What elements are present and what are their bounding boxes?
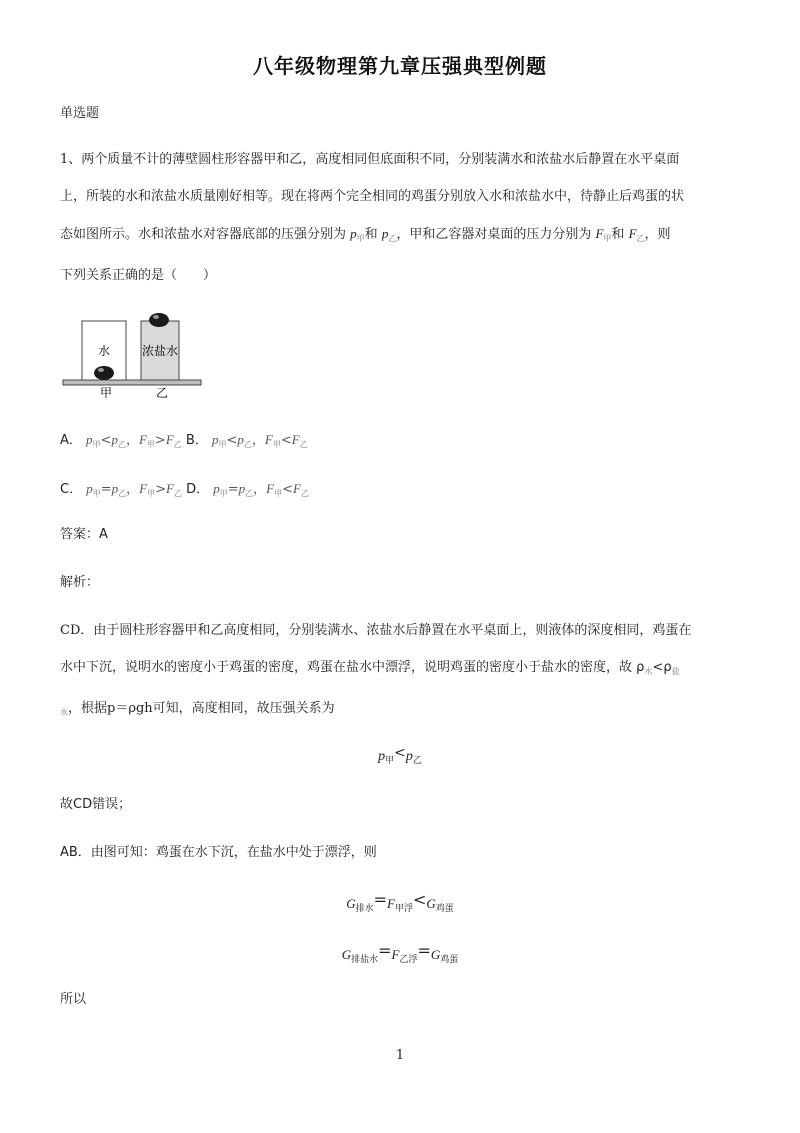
option-c: $p_甲=p_乙$，$F_甲>F_乙$ — [86, 481, 182, 498]
option-b: $p_甲<p_乙$，$F_甲<F_乙$ — [211, 432, 308, 449]
egg-sunk-highlight — [98, 368, 104, 372]
option-b-label: B． — [185, 433, 208, 448]
water-label: 水 — [97, 344, 111, 358]
symbol-F-yi: $F_乙$ — [628, 226, 645, 243]
question-line-4: 下列关系正确的是（ ） — [60, 268, 217, 283]
question-line-3: 态如图所示。水和浓盐水对容器底部的压强分别为 $p_甲$和 $p_乙$，甲和乙容器对桌面的压力分别为 $F_甲$和 $F_乙$，则 — [60, 226, 671, 243]
egg-floating-highlight — [153, 315, 159, 319]
analysis-heading: 解析： — [60, 575, 100, 590]
rho-brine: $\rho_盐$ — [663, 660, 680, 676]
page-title: 八年级物理第九章压强典型例题 — [253, 54, 547, 78]
jia-label: 甲 — [99, 386, 113, 400]
options-row-1 — [60, 430, 308, 455]
option-a-label: A． — [60, 433, 82, 448]
option-c-label: C． — [60, 482, 83, 497]
egg-sunk — [94, 366, 114, 380]
formula-brine-egg: $G_{排盐水}=F_{乙浮}=G_{鸡蛋}$ — [341, 941, 459, 964]
containers-figure — [60, 308, 210, 400]
section-heading: 单选题 — [60, 106, 100, 121]
analysis-cd-line-2: 水中下沉，说明水的密度小于鸡蛋的密度，鸡蛋在盐水中漂浮，说明鸡蛋的密度小于盐水的密度，故 $\rho_水<\rho_盐$ — [60, 660, 680, 676]
option-d: $p_甲=p_乙$，$F_甲<F_乙$ — [213, 481, 309, 498]
formula-water-egg: $G_{排水}=F_{甲浮}<G_{鸡蛋}$ — [346, 890, 454, 913]
egg-floating — [149, 313, 169, 327]
question-number: 1、 — [60, 152, 82, 167]
page-number: 1 — [395, 1048, 405, 1063]
rho-water: $\rho_水$ — [636, 660, 653, 676]
symbol-p-yi: $p_乙$ — [381, 226, 397, 243]
formula-pressure: $p_甲<p_乙$ — [378, 745, 422, 765]
analysis-cd — [60, 612, 750, 731]
yi-label: 乙 — [155, 386, 169, 400]
analysis-cd-line-1: CD．由于圆柱形容器甲和乙高度相同，分别装满水、浓盐水后静置在水平桌面上，则液体的深度相同，鸡蛋在 — [60, 623, 692, 638]
ab-line: AB．由图可知：鸡蛋在水下沉，在盐水中处于漂浮，则 — [60, 845, 377, 860]
question-text — [60, 141, 750, 294]
table-surface — [63, 380, 201, 385]
symbol-F-jia: $F_甲$ — [595, 226, 612, 243]
question-line-1: 1、两个质量不计的薄壁圆柱形容器甲和乙，高度相同但底面积不同，分别装满水和浓盐水后静置在水平桌面 — [60, 152, 680, 167]
cd-conclusion: 故CD错误； — [60, 797, 132, 812]
symbol-p-jia: $p_甲$ — [350, 226, 365, 243]
option-a: $p_甲<p_乙$，$F_甲>F_乙$ — [86, 432, 182, 449]
so-text: 所以 — [60, 992, 87, 1007]
analysis-cd-line-3: $_水$，根据p＝ρgh可知，高度相同，故压强关系为 — [60, 701, 335, 717]
brine-label: 浓盐水 — [141, 344, 179, 358]
option-d-label: D． — [186, 482, 210, 497]
options-row-2 — [60, 479, 309, 504]
question-line-2: 上，所装的水和浓盐水质量刚好相等。现在将两个完全相同的鸡蛋分别放入水和浓盐水中，待静止后鸡蛋的状 — [60, 189, 685, 204]
answer: 答案：A — [60, 527, 108, 542]
